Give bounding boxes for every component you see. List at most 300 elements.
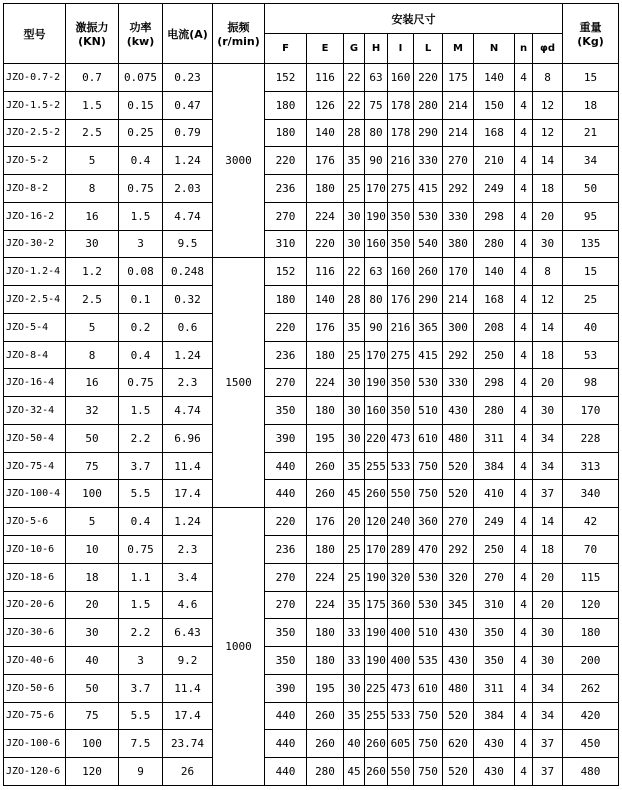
value-cell: 220 [265,508,307,536]
value-cell: 530 [414,202,443,230]
value-cell: 360 [388,591,414,619]
value-cell: 34 [533,674,563,702]
spec-table [3,3,619,786]
value-cell: 330 [443,202,474,230]
value-cell: 0.75 [119,369,163,397]
value-cell: 22 [344,91,365,119]
value-cell: 23.74 [163,730,213,758]
value-cell: 14 [533,147,563,175]
model-cell: JZO-2.5-2 [4,119,66,147]
value-cell: 35 [344,702,365,730]
value-cell: 410 [474,480,515,508]
value-cell: 16 [66,202,119,230]
value-cell: 0.7 [66,64,119,92]
value-cell: 262 [563,674,619,702]
value-cell: 30 [344,397,365,425]
value-cell: 5 [66,508,119,536]
model-cell: JZO-5-6 [4,508,66,536]
value-cell: 180 [307,341,344,369]
value-cell: 225 [365,674,388,702]
value-cell: 4 [515,424,533,452]
value-cell: 440 [265,480,307,508]
value-cell: 100 [66,730,119,758]
table-row [4,313,619,341]
value-cell: 4 [515,369,533,397]
value-cell: 530 [414,369,443,397]
value-cell: 160 [365,230,388,258]
model-cell: JZO-8-4 [4,341,66,369]
value-cell: 11.4 [163,452,213,480]
value-cell: 1.24 [163,508,213,536]
model-cell: JZO-5-4 [4,313,66,341]
value-cell: 33 [344,619,365,647]
model-cell: JZO-30-6 [4,619,66,647]
value-cell: 35 [344,591,365,619]
value-cell: 520 [443,758,474,786]
value-cell: 180 [307,397,344,425]
value-cell: 75 [66,702,119,730]
value-cell: 750 [414,480,443,508]
table-row [4,563,619,591]
value-cell: 63 [365,258,388,286]
value-cell: 4 [515,730,533,758]
value-cell: 195 [307,674,344,702]
value-cell: 430 [443,647,474,675]
header-current-label: 电流(A) [167,27,208,41]
value-cell: 18 [533,175,563,203]
value-cell: 6.43 [163,619,213,647]
value-cell: 292 [443,175,474,203]
value-cell: 292 [443,341,474,369]
header-dim-8: n [515,34,533,64]
value-cell: 270 [474,563,515,591]
value-cell: 4 [515,619,533,647]
value-cell: 0.2 [119,313,163,341]
value-cell: 330 [443,369,474,397]
table-row [4,536,619,564]
value-cell: 1.5 [119,591,163,619]
value-cell: 620 [443,730,474,758]
header-dim-7: N [474,34,515,64]
value-cell: 260 [365,480,388,508]
header-weight-label: 重量 [579,21,602,34]
value-cell: 350 [388,202,414,230]
value-cell: 4 [515,147,533,175]
value-cell: 208 [474,313,515,341]
value-cell: 2.3 [163,536,213,564]
value-cell: 415 [414,175,443,203]
value-cell: 140 [474,64,515,92]
value-cell: 180 [307,175,344,203]
value-cell: 37 [533,758,563,786]
value-cell: 4 [515,563,533,591]
value-cell: 0.4 [119,147,163,175]
value-cell: 473 [388,674,414,702]
value-cell: 249 [474,175,515,203]
value-cell: 2.03 [163,175,213,203]
model-cell: JZO-32-4 [4,397,66,425]
value-cell: 220 [365,424,388,452]
value-cell: 216 [388,313,414,341]
header-dim-0: F [265,34,307,64]
value-cell: 90 [365,147,388,175]
value-cell: 255 [365,702,388,730]
value-cell: 8 [533,64,563,92]
value-cell: 35 [344,452,365,480]
value-cell: 750 [414,758,443,786]
value-cell: 1.24 [163,341,213,369]
value-cell: 70 [563,536,619,564]
table-row [4,202,619,230]
value-cell: 214 [443,119,474,147]
value-cell: 311 [474,674,515,702]
value-cell: 32 [66,397,119,425]
value-cell: 80 [365,286,388,314]
model-cell: JZO-75-6 [4,702,66,730]
value-cell: 750 [414,452,443,480]
value-cell: 80 [365,119,388,147]
value-cell: 30 [344,674,365,702]
value-cell: 750 [414,702,443,730]
value-cell: 40 [344,730,365,758]
value-cell: 75 [365,91,388,119]
value-cell: 4 [515,341,533,369]
value-cell: 249 [474,508,515,536]
table-row [4,591,619,619]
value-cell: 30 [344,202,365,230]
value-cell: 440 [265,702,307,730]
value-cell: 350 [388,369,414,397]
value-cell: 224 [307,202,344,230]
value-cell: 298 [474,202,515,230]
value-cell: 190 [365,619,388,647]
freq-cell: 1000 [213,508,265,786]
value-cell: 533 [388,452,414,480]
value-cell: 214 [443,91,474,119]
model-cell: JZO-10-6 [4,536,66,564]
value-cell: 180 [265,119,307,147]
model-cell: JZO-0.7-2 [4,64,66,92]
value-cell: 365 [414,313,443,341]
value-cell: 390 [265,424,307,452]
value-cell: 430 [443,397,474,425]
value-cell: 21 [563,119,619,147]
value-cell: 35 [344,147,365,175]
value-cell: 4 [515,480,533,508]
model-cell: JZO-40-6 [4,647,66,675]
value-cell: 750 [414,730,443,758]
value-cell: 152 [265,64,307,92]
value-cell: 25 [344,536,365,564]
header-model [4,4,66,64]
value-cell: 20 [533,369,563,397]
value-cell: 25 [344,341,365,369]
header-dim-1: E [307,34,344,64]
value-cell: 140 [474,258,515,286]
value-cell: 140 [307,286,344,314]
value-cell: 4 [515,286,533,314]
value-cell: 310 [265,230,307,258]
value-cell: 12 [533,91,563,119]
header-freq [213,4,265,64]
value-cell: 4 [515,313,533,341]
value-cell: 160 [388,64,414,92]
value-cell: 17.4 [163,702,213,730]
value-cell: 160 [365,397,388,425]
header-dim-6: M [443,34,474,64]
value-cell: 176 [388,286,414,314]
header-freq-unit: (r/min) [217,35,260,48]
value-cell: 190 [365,563,388,591]
value-cell: 4 [515,647,533,675]
value-cell: 530 [414,563,443,591]
value-cell: 270 [443,147,474,175]
value-cell: 298 [474,369,515,397]
value-cell: 260 [307,480,344,508]
value-cell: 1.1 [119,563,163,591]
model-cell: JZO-16-2 [4,202,66,230]
header-freq-label: 振频 [227,21,250,34]
value-cell: 16 [66,369,119,397]
value-cell: 533 [388,702,414,730]
value-cell: 310 [474,591,515,619]
value-cell: 2.5 [66,119,119,147]
value-cell: 3.4 [163,563,213,591]
model-cell: JZO-50-6 [4,674,66,702]
value-cell: 116 [307,64,344,92]
value-cell: 170 [365,341,388,369]
value-cell: 260 [414,258,443,286]
table-row [4,452,619,480]
value-cell: 610 [414,674,443,702]
value-cell: 180 [265,91,307,119]
model-cell: JZO-100-6 [4,730,66,758]
header-power-label: 功率 [129,21,152,34]
value-cell: 300 [443,313,474,341]
value-cell: 2.3 [163,369,213,397]
value-cell: 400 [388,647,414,675]
value-cell: 100 [66,480,119,508]
value-cell: 4 [515,119,533,147]
value-cell: 270 [265,202,307,230]
value-cell: 180 [307,619,344,647]
value-cell: 292 [443,536,474,564]
value-cell: 473 [388,424,414,452]
value-cell: 236 [265,341,307,369]
value-cell: 510 [414,619,443,647]
value-cell: 220 [265,147,307,175]
value-cell: 15 [563,258,619,286]
table-row [4,341,619,369]
value-cell: 384 [474,702,515,730]
value-cell: 175 [443,64,474,92]
value-cell: 180 [307,536,344,564]
header-dim-4: I [388,34,414,64]
value-cell: 14 [533,508,563,536]
model-cell: JZO-20-6 [4,591,66,619]
table-row [4,424,619,452]
value-cell: 350 [388,230,414,258]
header-install-label: 安装尺寸 [391,12,436,26]
value-cell: 4 [515,258,533,286]
value-cell: 0.6 [163,313,213,341]
value-cell: 168 [474,286,515,314]
header-current [163,4,213,64]
value-cell: 290 [414,119,443,147]
value-cell: 550 [388,758,414,786]
value-cell: 260 [307,452,344,480]
value-cell: 350 [474,619,515,647]
value-cell: 220 [307,230,344,258]
value-cell: 1.24 [163,147,213,175]
value-cell: 228 [563,424,619,452]
model-cell: JZO-30-2 [4,230,66,258]
value-cell: 178 [388,91,414,119]
value-cell: 40 [66,647,119,675]
value-cell: 1.5 [119,397,163,425]
header-weight [563,4,619,64]
value-cell: 520 [443,702,474,730]
value-cell: 4 [515,591,533,619]
model-cell: JZO-120-6 [4,758,66,786]
value-cell: 255 [365,452,388,480]
value-cell: 8 [533,258,563,286]
value-cell: 5.5 [119,702,163,730]
model-cell: JZO-16-4 [4,369,66,397]
table-row [4,64,619,92]
value-cell: 0.75 [119,536,163,564]
value-cell: 2.5 [66,286,119,314]
value-cell: 150 [474,91,515,119]
value-cell: 9.2 [163,647,213,675]
value-cell: 195 [307,424,344,452]
value-cell: 17.4 [163,480,213,508]
value-cell: 22 [344,64,365,92]
value-cell: 350 [388,397,414,425]
freq-cell: 3000 [213,64,265,258]
value-cell: 0.4 [119,341,163,369]
value-cell: 180 [563,619,619,647]
model-cell: JZO-100-4 [4,480,66,508]
value-cell: 20 [533,202,563,230]
value-cell: 176 [307,313,344,341]
value-cell: 330 [414,147,443,175]
header-model-label: 型号 [23,27,46,41]
value-cell: 135 [563,230,619,258]
value-cell: 520 [443,480,474,508]
value-cell: 430 [443,619,474,647]
table-row [4,147,619,175]
value-cell: 0.25 [119,119,163,147]
value-cell: 25 [344,563,365,591]
value-cell: 4 [515,536,533,564]
value-cell: 20 [66,591,119,619]
value-cell: 168 [474,119,515,147]
value-cell: 4.74 [163,397,213,425]
value-cell: 170 [563,397,619,425]
value-cell: 350 [265,397,307,425]
value-cell: 190 [365,647,388,675]
value-cell: 0.1 [119,286,163,314]
value-cell: 450 [563,730,619,758]
value-cell: 3.7 [119,452,163,480]
value-cell: 14 [533,313,563,341]
value-cell: 190 [365,202,388,230]
value-cell: 289 [388,536,414,564]
value-cell: 210 [474,147,515,175]
table-row [4,480,619,508]
model-cell: JZO-5-2 [4,147,66,175]
value-cell: 275 [388,175,414,203]
value-cell: 40 [563,313,619,341]
model-cell: JZO-18-6 [4,563,66,591]
table-row [4,758,619,786]
value-cell: 34 [533,452,563,480]
value-cell: 260 [307,702,344,730]
value-cell: 320 [443,563,474,591]
value-cell: 390 [265,674,307,702]
value-cell: 250 [474,341,515,369]
value-cell: 3.7 [119,674,163,702]
value-cell: 9 [119,758,163,786]
value-cell: 170 [365,536,388,564]
value-cell: 50 [563,175,619,203]
value-cell: 360 [414,508,443,536]
value-cell: 270 [265,563,307,591]
value-cell: 30 [66,230,119,258]
value-cell: 50 [66,674,119,702]
value-cell: 313 [563,452,619,480]
value-cell: 152 [265,258,307,286]
value-cell: 18 [533,341,563,369]
value-cell: 510 [414,397,443,425]
value-cell: 280 [307,758,344,786]
freq-cell: 1500 [213,258,265,508]
value-cell: 0.248 [163,258,213,286]
value-cell: 176 [307,147,344,175]
value-cell: 320 [388,563,414,591]
value-cell: 7.5 [119,730,163,758]
header-force-unit: (KN) [78,35,106,48]
value-cell: 0.4 [119,508,163,536]
model-cell: JZO-1.2-4 [4,258,66,286]
value-cell: 4 [515,758,533,786]
value-cell: 4 [515,508,533,536]
value-cell: 18 [533,536,563,564]
value-cell: 2.2 [119,619,163,647]
value-cell: 26 [163,758,213,786]
value-cell: 10 [66,536,119,564]
value-cell: 270 [265,591,307,619]
value-cell: 176 [307,508,344,536]
table-row [4,369,619,397]
value-cell: 50 [66,424,119,452]
value-cell: 0.08 [119,258,163,286]
value-cell: 0.075 [119,64,163,92]
value-cell: 430 [474,730,515,758]
value-cell: 400 [388,619,414,647]
table-row [4,175,619,203]
value-cell: 350 [474,647,515,675]
value-cell: 20 [533,591,563,619]
value-cell: 0.32 [163,286,213,314]
value-cell: 220 [414,64,443,92]
value-cell: 37 [533,730,563,758]
value-cell: 2.2 [119,424,163,452]
value-cell: 115 [563,563,619,591]
value-cell: 18 [563,91,619,119]
value-cell: 25 [563,286,619,314]
